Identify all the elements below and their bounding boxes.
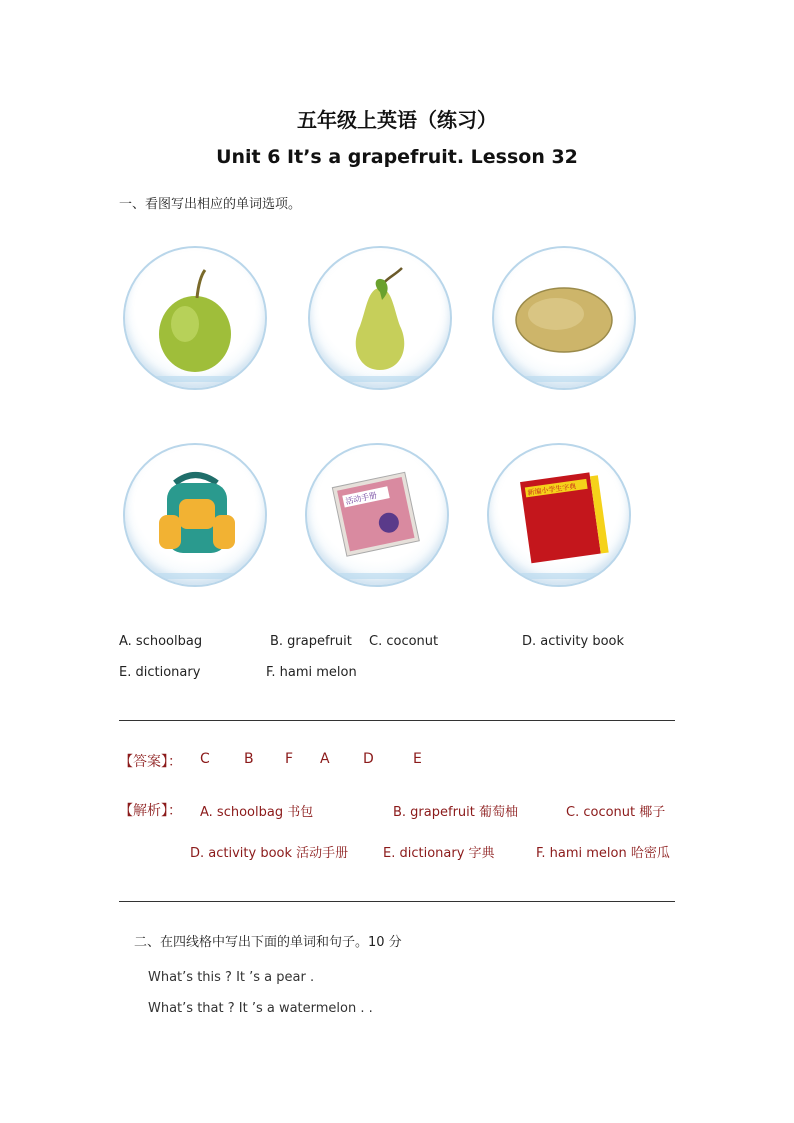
explanation-f: F. hami melon 哈密瓜 <box>536 846 670 861</box>
schoolbag-icon <box>125 445 265 585</box>
picture-dictionary <box>487 443 631 587</box>
picture-schoolbag <box>123 443 267 587</box>
explanation-b: B. grapefruit 葡萄柚 <box>393 805 518 820</box>
picture-hami-melon <box>492 246 636 390</box>
option-d: D. activity book <box>522 634 625 649</box>
hami-melon-icon <box>494 248 634 388</box>
explanation-c: C. coconut 椰子 <box>566 805 666 820</box>
answer-label: 【答案】： <box>119 754 182 770</box>
answer-2: B <box>244 751 254 767</box>
picture-pear <box>308 246 452 390</box>
picture-activity-book <box>305 443 449 587</box>
sentence-1: What’s this ? It ’s a pear . <box>148 970 315 985</box>
section2-heading: 二、在四线格中写出下面的单词和句子。10 分 <box>134 935 402 950</box>
page-title: 五年级上英语（练习） <box>297 108 497 132</box>
option-f: F. hami melon <box>266 665 357 680</box>
answer-3: F <box>285 751 294 767</box>
divider-top <box>119 720 675 721</box>
answer-5: D <box>363 751 374 767</box>
activity-book-icon <box>307 445 447 585</box>
explanation-d: D. activity book 活动手册 <box>190 846 349 861</box>
coconut-icon <box>125 248 265 388</box>
option-a: A. schoolbag <box>119 634 203 649</box>
pear-icon <box>310 248 450 388</box>
picture-coconut <box>123 246 267 390</box>
answer-6: E <box>413 751 422 767</box>
explanation-label: 【解析】： <box>119 803 182 819</box>
dictionary-cover-text: 新编小学生字典 <box>527 482 577 498</box>
option-b: B. grapefruit <box>270 634 352 649</box>
section1-heading: 一、看图写出相应的单词选项。 <box>119 197 302 212</box>
page-subtitle: Unit 6 It’s a grapefruit. Lesson 32 <box>216 146 578 168</box>
option-c: C. coconut <box>369 634 439 649</box>
answer-4: A <box>320 751 330 767</box>
option-e: E. dictionary <box>119 665 201 680</box>
explanation-e: E. dictionary 字典 <box>383 846 495 861</box>
explanation-a: A. schoolbag 书包 <box>200 805 314 820</box>
dictionary-icon <box>489 445 629 585</box>
sentence-2: What’s that ? It ’s a watermelon . . <box>148 1001 373 1016</box>
divider-bottom <box>119 901 675 902</box>
answer-1: C <box>200 751 210 767</box>
activity-book-cover-text: 活动手册 <box>344 490 378 507</box>
